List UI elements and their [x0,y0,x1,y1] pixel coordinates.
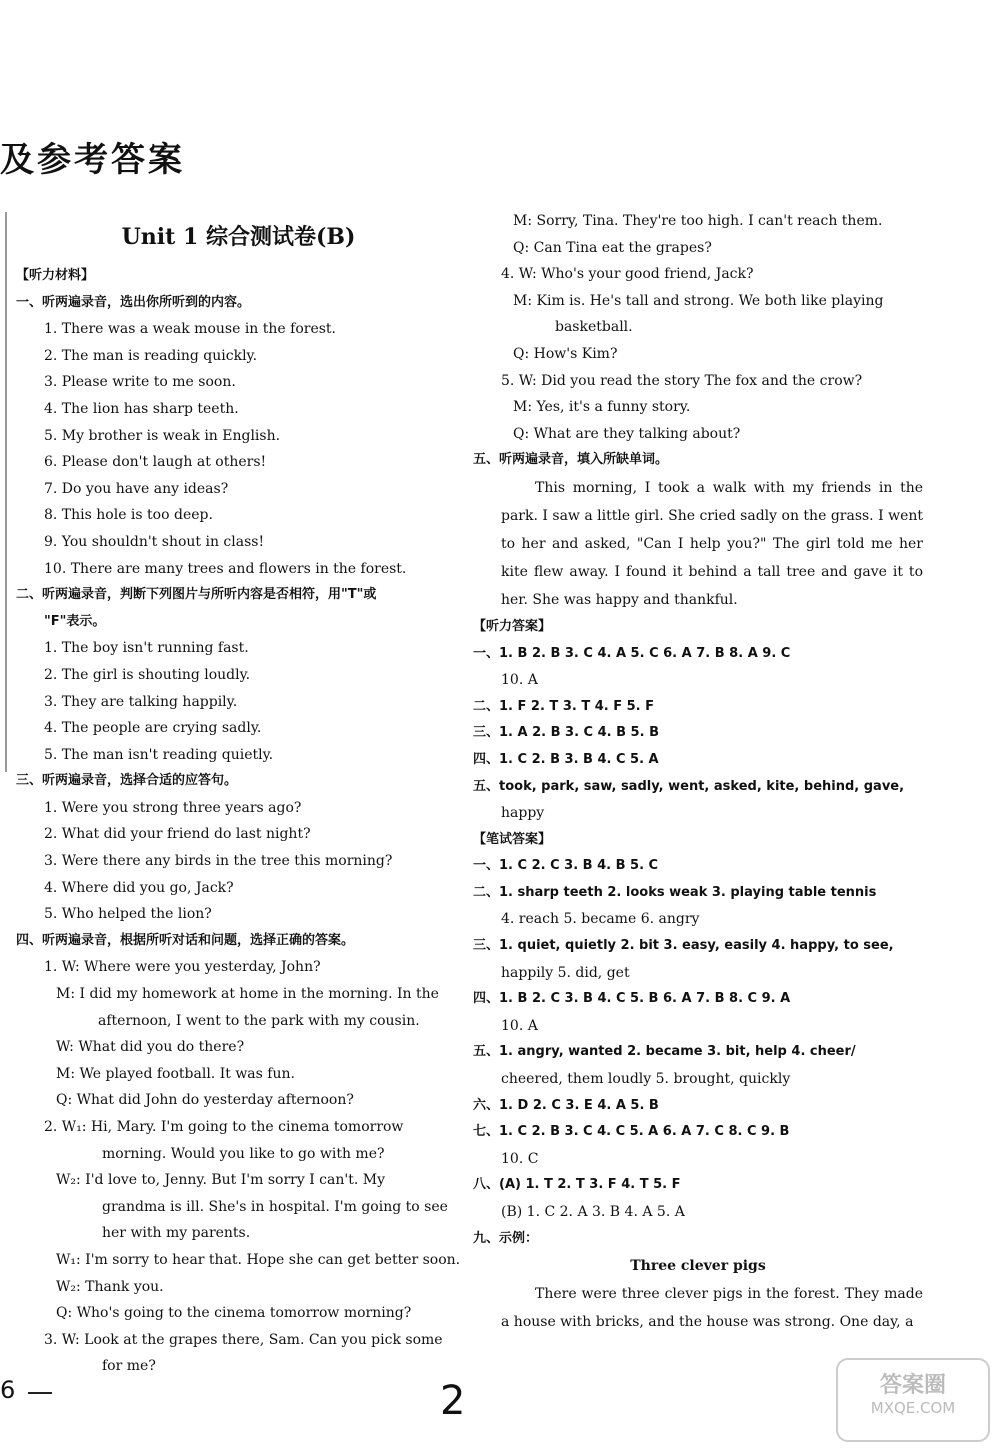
right_bottom-line: (B) 1. C 2. A 3. B 4. A 5. A [501,1204,685,1220]
right_top-line: 5. W: Did you read the story The fox and the crow? [501,372,863,389]
right_bottom-line: happily 5. did, get [501,964,630,981]
right_bottom-line: 一、1. B 2. B 3. C 4. A 5. C 6. A 7. B 8. A 9. C [473,645,791,661]
right_top-line: 4. W: Who's your good friend, Jack? [501,266,754,283]
left-line: 1. Were you strong three years ago? [44,799,302,816]
left-line: 【听力材料】 [16,268,95,283]
right_bottom-line: 八、(A) 1. T 2. T 3. F 4. T 5. F [473,1177,681,1193]
page-header: 及参考答案 [0,140,185,180]
left-line: 6. Please don't laugh at others! [44,454,267,471]
handwritten-mark: 2 [440,1378,466,1424]
left-line: afternoon, I went to the park with my cousin. [98,1012,420,1029]
story-text: There were three clever pigs in the forest. They made a house with bricks, and the house was strong. One day, a [501,1286,923,1331]
left-line: 1. The boy isn't running fast. [44,640,249,657]
left-line: 9. You shouldn't shout in class! [44,533,265,550]
left-line: M: I did my homework at home in the morning. In the [56,986,439,1003]
left-line: 3. Were there any birds in the tree this morning? [44,853,393,870]
page-dash [28,1392,52,1394]
right_bottom-line: 四、1. C 2. B 3. B 4. C 5. A [473,751,659,767]
left-line: W₂: I'd love to, Jenny. But I'm sorry I can't. My [56,1172,385,1189]
right_bottom-line: 七、1. C 2. B 3. C 4. C 5. A 6. A 7. C 8. C 9. B [473,1124,790,1140]
left-line: 1. There was a weak mouse in the forest. [44,321,336,338]
right_bottom-line: happy [501,805,545,822]
left-line: 四、听两遍录音，根据所听对话和问题，选择正确的答案。 [16,932,355,948]
left-line: W₁: I'm sorry to hear that. Hope she can get better soon. [56,1251,461,1268]
left-line: morning. Would you like to go with me? [102,1145,385,1162]
left-line: 3. W: Look at the grapes there, Sam. Can you pick some [44,1331,443,1348]
left-column [16,216,461,1380]
left-lines [16,263,461,1380]
right_bottom-line: 二、1. F 2. T 3. T 4. F 5. F [473,698,655,714]
right_top-line: Q: Can Tina eat the grapes? [513,239,712,256]
right_bottom-line: 10. A [501,1017,538,1034]
right_top-line: Q: What are they talking about? [513,425,741,442]
margin-rule [5,212,7,772]
left-line: her with my parents. [102,1225,251,1242]
left-line: 4. Where did you go, Jack? [44,879,234,896]
left-line: 一、听两遍录音，选出你所听到的内容。 [16,294,251,310]
left-line: for me? [102,1358,156,1375]
left-line: 5. My brother is weak in English. [44,427,281,444]
left-line: 4. The lion has sharp teeth. [44,400,239,417]
watermark-logo [836,1358,990,1442]
right_bottom-line: 10. A [501,672,538,689]
right_top-line: M: Yes, it's a funny story. [513,399,691,416]
right_bottom-line: 五、1. angry, wanted 2. became 3. bit, help 4. cheer/ [473,1044,856,1060]
test-title: Unit 1 综合测试卷(B) [121,224,356,250]
right_top-line: 五、听两遍录音，填入所缺单词。 [473,452,669,468]
left-line: 7. Do you have any ideas? [44,480,229,497]
page-number: 6 [0,1376,16,1404]
left-line: 二、听两遍录音，判断下列图片与所听内容是否相符，用"T"或 [16,587,377,603]
right_bottom-line: 五、took, park, saw, sadly, went, asked, kite, behind, gave, [473,778,905,794]
left-line: M: We played football. It was fun. [56,1065,295,1082]
left-line: grandma is ill. She's in hospital. I'm going to see [102,1198,448,1215]
left-line: 2. The man is reading quickly. [44,347,258,364]
right_top-line: M: Sorry, Tina. They're too high. I can't reach them. [513,213,883,229]
left-line: W₂: Thank you. [56,1278,164,1295]
left-line: 3. Please write to me soon. [44,374,236,391]
left-line: 10. There are many trees and flowers in the forest. [44,560,407,577]
right_bottom-line: 九、示例： [473,1230,539,1246]
right_bottom-line: 4. reach 5. became 6. angry [501,911,700,928]
right_bottom-line: 四、1. B 2. C 3. B 4. C 5. B 6. A 7. B 8. C 9. A [473,991,791,1007]
left-line: Q: What did John do yesterday afternoon? [56,1092,354,1109]
right_bottom-line: 二、1. sharp teeth 2. looks weak 3. playing table tennis [473,884,877,900]
story-title: Three clever pigs [630,1258,766,1275]
watermark-line1: 答案圈 [879,1373,946,1398]
right_bottom-line: cheered, them loudly 5. brought, quickly [501,1071,791,1088]
left-line: 三、听两遍录音，选择合适的应答句。 [16,773,238,789]
right_bottom-line: 10. C [501,1150,539,1167]
right-column [473,208,923,1336]
right_bottom-line: 六、1. D 2. C 3. E 4. A 5. B [473,1097,659,1113]
watermark-line2: MXQE.COM [870,1399,956,1417]
right_bottom-line: 【笔试答案】 [473,831,552,847]
left-line: 2. The girl is shouting loudly. [44,666,251,683]
left-line: 8. This hole is too deep. [44,507,213,524]
left-line: 3. They are talking happily. [44,693,238,710]
right_top-line: M: Kim is. He's tall and strong. We both like playing [513,292,884,309]
right_bottom-line: 三、1. quiet, quietly 2. bit 3. easy, easily 4. happy, to see, [473,938,894,954]
cloze-passage: This morning, I took a walk with my friends in the park. I saw a little girl. She cried sadly on the grass. I went to her and asked, "Can I help you?" The girl told me her kite flew away. I found it behind a tall tree and gave it to her. She was happy and thankful. [501,479,923,608]
left-line: W: What did you do there? [56,1039,245,1056]
left-line: 4. The people are crying sadly. [44,720,262,737]
left-line: 2. What did your friend do last night? [44,826,311,843]
right_bottom-line: 一、1. C 2. C 3. B 4. B 5. C [473,858,659,874]
right_top-line: basketball. [555,319,633,336]
left-line: 5. The man isn't reading quietly. [44,746,274,763]
right_top-line: Q: How's Kim? [513,345,618,362]
left-line: 2. W₁: Hi, Mary. I'm going to the cinema tomorrow [44,1119,404,1135]
right-top-lines [473,208,923,474]
left-line: 5. Who helped the lion? [44,906,212,923]
answer-lines [473,614,923,1252]
right_bottom-line: 三、1. A 2. B 3. C 4. B 5. B [473,725,659,741]
left-line: Q: Who's going to the cinema tomorrow morning? [56,1305,412,1322]
right_bottom-line: 【听力答案】 [473,618,552,634]
left-line: "F"表示。 [44,613,106,629]
left-line: 1. W: Where were you yesterday, John? [44,959,321,976]
